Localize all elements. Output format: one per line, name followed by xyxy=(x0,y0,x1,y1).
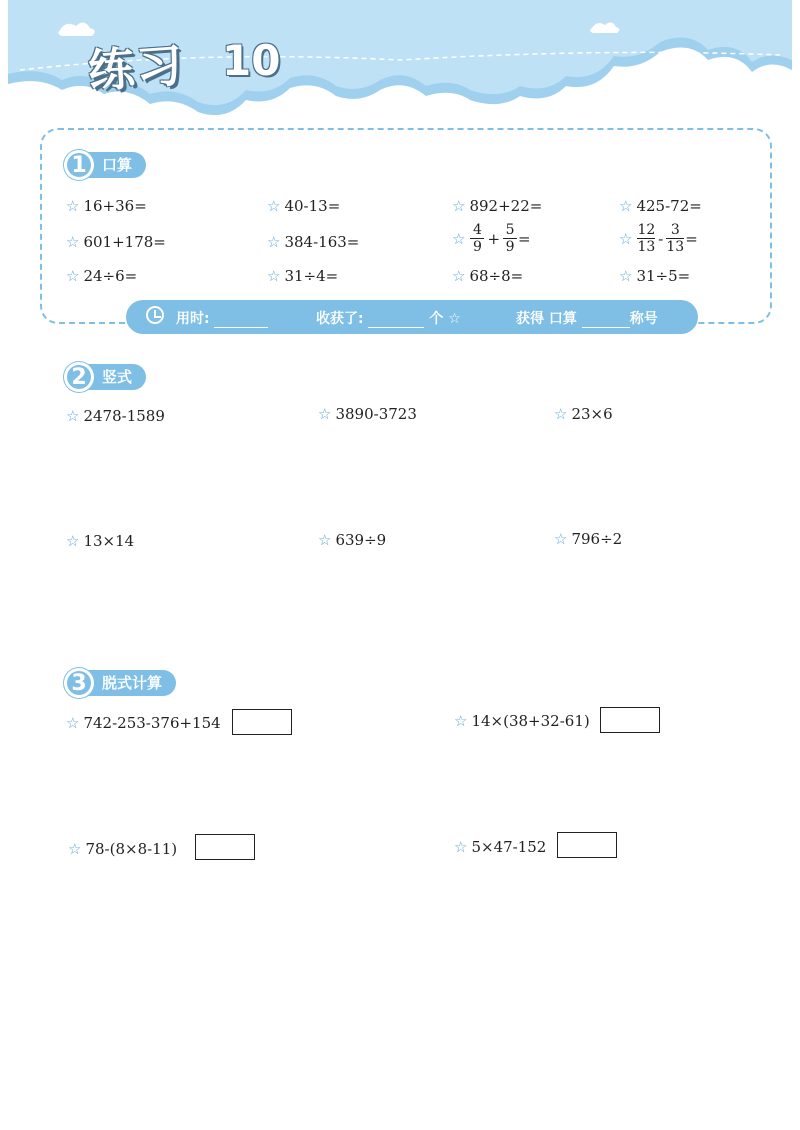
oral-item xyxy=(66,197,147,215)
page-title-number: 10 xyxy=(222,36,281,85)
vertical-item xyxy=(318,405,417,423)
vertical-item xyxy=(554,405,613,423)
fraction xyxy=(637,222,655,255)
denominator: 9 xyxy=(472,239,482,255)
time-used xyxy=(176,308,268,328)
oral-expression: 24÷6= xyxy=(83,267,138,285)
oral-expression: 68÷8= xyxy=(469,267,524,285)
star-icon: ☆ xyxy=(454,712,468,730)
oral-fraction-item xyxy=(452,222,531,255)
star-icon: ☆ xyxy=(267,233,281,251)
section-1-number: 1 xyxy=(64,150,94,180)
stepwise-item xyxy=(68,840,177,858)
star-icon: ☆ xyxy=(66,197,80,215)
denominator: 13 xyxy=(666,239,685,255)
vertical-expression: 796÷2 xyxy=(571,530,623,548)
answer-box[interactable] xyxy=(232,709,292,735)
status-bar xyxy=(126,300,698,334)
equals-sign: = xyxy=(518,229,531,248)
oral-expression: 601+178= xyxy=(83,233,166,251)
answer-box[interactable] xyxy=(600,707,660,733)
star-icon: ☆ xyxy=(66,233,80,251)
star-icon: ☆ xyxy=(619,229,633,248)
oral-item xyxy=(619,197,702,215)
oral-expression: 425-72= xyxy=(636,197,702,215)
section-2-number: 2 xyxy=(64,362,94,392)
star-icon: ☆ xyxy=(68,840,82,858)
harvest xyxy=(316,308,461,328)
oral-expression: 31÷4= xyxy=(284,267,339,285)
earn-mid: 口算 xyxy=(548,311,577,327)
star-icon: ☆ xyxy=(318,405,332,423)
earn-suffix: 称号 xyxy=(629,311,658,327)
star-icon: ☆ xyxy=(66,407,80,425)
star-icon: ☆ xyxy=(452,197,466,215)
section-2-label: 竖式 xyxy=(84,364,146,390)
star-icon: ☆ xyxy=(554,530,568,548)
earn-title xyxy=(516,308,658,328)
stepwise-expression: 5×47-152 xyxy=(471,838,547,856)
vertical-item xyxy=(554,530,622,548)
header-banner xyxy=(0,0,800,140)
oral-expression: 892+22= xyxy=(469,197,543,215)
harvest-unit: 个 xyxy=(429,311,444,327)
oral-item xyxy=(452,197,542,215)
section-1-label: 口算 xyxy=(84,152,146,178)
star-icon: ☆ xyxy=(448,311,461,327)
star-icon: ☆ xyxy=(452,267,466,285)
stepwise-expression: 14×(38+32-61) xyxy=(471,712,590,730)
vertical-expression: 3890-3723 xyxy=(335,405,417,423)
star-icon: ☆ xyxy=(619,267,633,285)
vertical-expression: 23×6 xyxy=(571,405,613,423)
stepwise-expression: 78-(8×8-11) xyxy=(85,840,178,858)
harvest-blank[interactable] xyxy=(368,313,424,328)
numerator: 3 xyxy=(670,222,680,238)
oral-expression: 384-163= xyxy=(284,233,360,251)
stepwise-expression: 742-253-376+154 xyxy=(83,714,221,732)
star-icon: ☆ xyxy=(452,229,466,248)
vertical-item xyxy=(318,531,386,549)
oral-item xyxy=(267,267,338,285)
time-label: 用时: xyxy=(176,311,210,327)
section-3-label: 脱式计算 xyxy=(84,670,176,696)
oral-item xyxy=(452,267,523,285)
numerator: 4 xyxy=(472,222,482,238)
fraction xyxy=(470,222,484,255)
stepwise-item xyxy=(454,712,590,730)
oral-item xyxy=(66,267,137,285)
vertical-expression: 2478-1589 xyxy=(83,407,165,425)
alarm-clock-icon xyxy=(146,306,164,324)
star-icon: ☆ xyxy=(66,532,80,550)
star-icon: ☆ xyxy=(318,531,332,549)
vertical-expression: 13×14 xyxy=(83,532,135,550)
fraction xyxy=(666,222,684,255)
earn-label: 获得 xyxy=(516,311,544,327)
operator: - xyxy=(658,229,664,248)
time-blank[interactable] xyxy=(214,313,268,328)
oral-expression: 40-13= xyxy=(284,197,341,215)
denominator: 9 xyxy=(505,239,515,255)
vertical-item xyxy=(66,407,165,425)
section-3-heading xyxy=(64,670,176,696)
earn-blank[interactable] xyxy=(582,313,630,328)
section-2-heading xyxy=(64,364,146,390)
star-icon: ☆ xyxy=(267,267,281,285)
fraction xyxy=(503,222,517,255)
section-3-number: 3 xyxy=(64,668,94,698)
oral-item xyxy=(619,267,690,285)
star-icon: ☆ xyxy=(267,197,281,215)
stepwise-item xyxy=(454,838,546,856)
star-icon: ☆ xyxy=(554,405,568,423)
stepwise-item xyxy=(66,714,221,732)
answer-box[interactable] xyxy=(195,834,255,860)
star-icon: ☆ xyxy=(66,267,80,285)
vertical-item xyxy=(66,532,134,550)
oral-item xyxy=(267,197,340,215)
oral-item xyxy=(66,233,166,251)
oral-expression: 31÷5= xyxy=(636,267,691,285)
oral-fraction-item xyxy=(619,222,698,255)
equals-sign: = xyxy=(685,229,698,248)
star-icon: ☆ xyxy=(454,838,468,856)
denominator: 13 xyxy=(637,239,656,255)
numerator: 12 xyxy=(637,222,656,238)
star-icon: ☆ xyxy=(66,714,80,732)
oral-expression: 16+36= xyxy=(83,197,147,215)
section-1-heading xyxy=(64,152,146,178)
star-icon: ☆ xyxy=(619,197,633,215)
oral-item xyxy=(267,233,359,251)
vertical-expression: 639÷9 xyxy=(335,531,387,549)
numerator: 5 xyxy=(505,222,515,238)
answer-box[interactable] xyxy=(557,832,617,858)
operator: + xyxy=(487,229,501,248)
page-title: 练习 xyxy=(86,37,186,99)
harvest-label: 收获了: xyxy=(316,311,364,327)
